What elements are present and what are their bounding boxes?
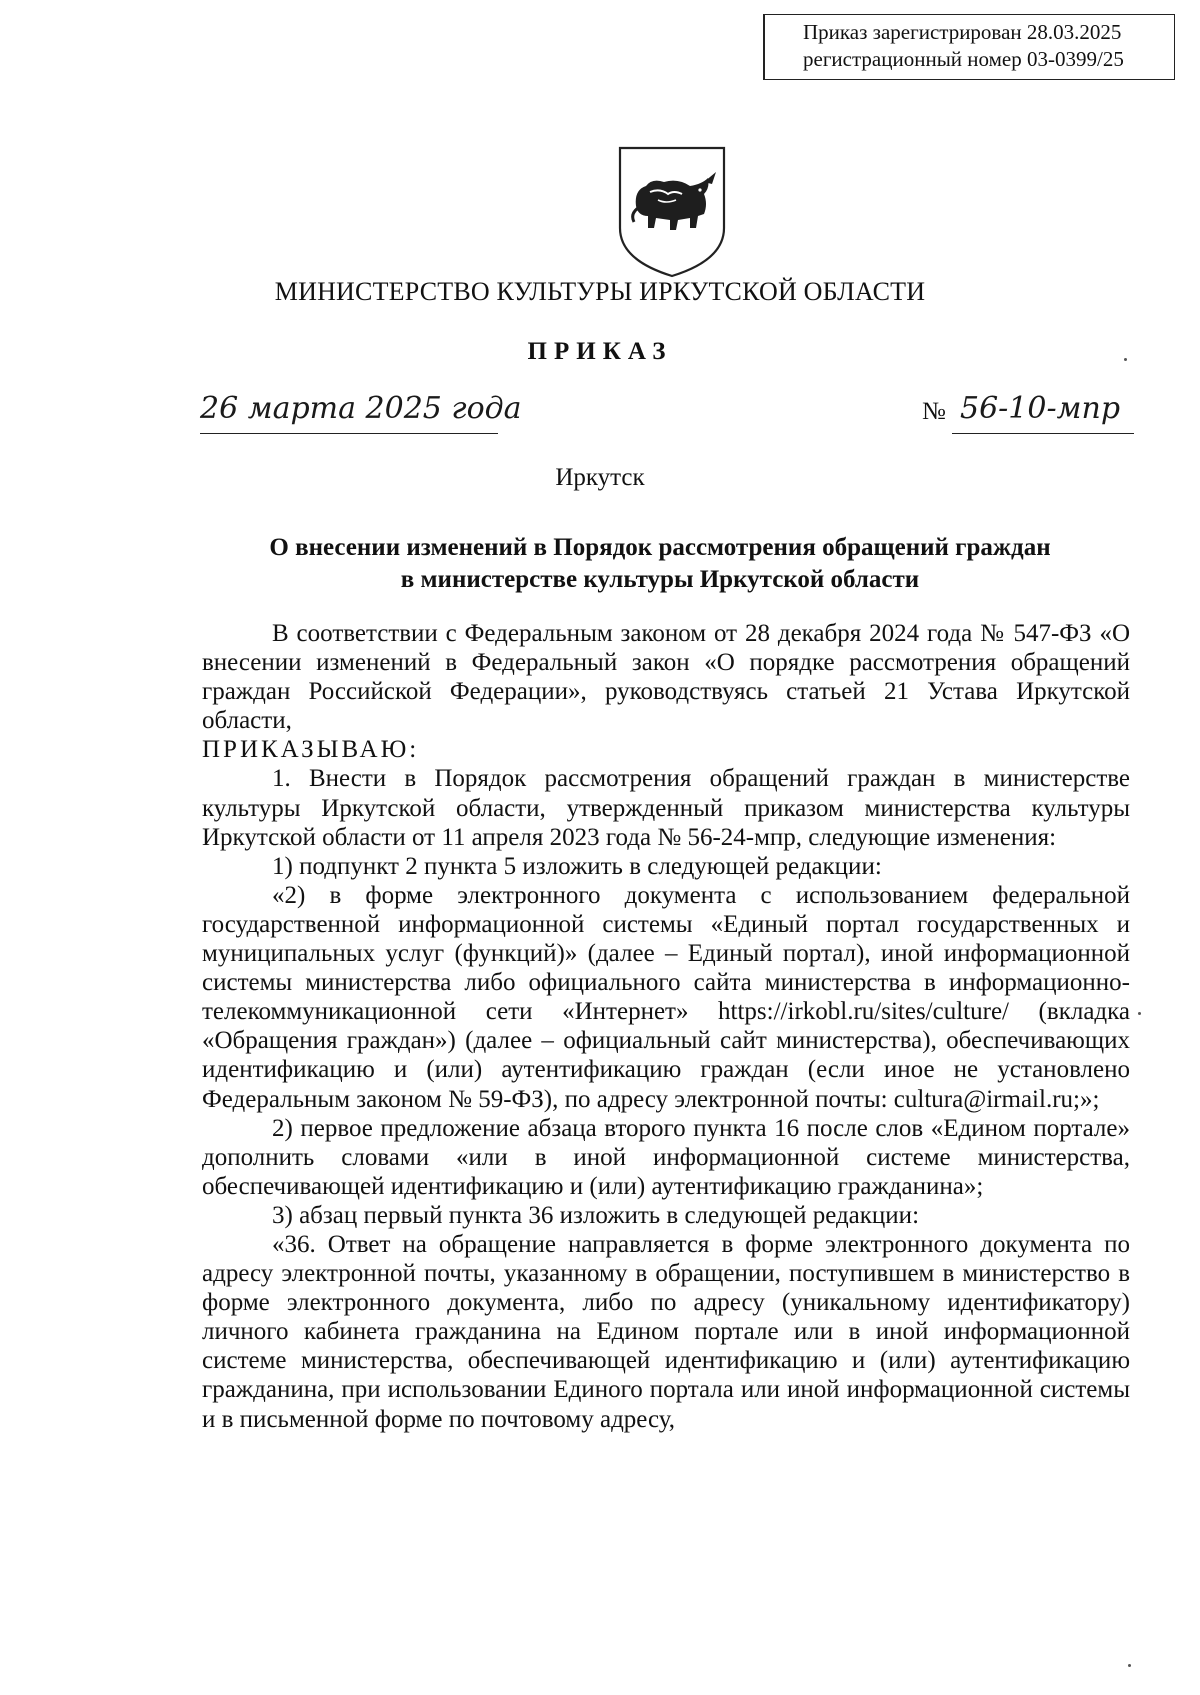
scan-speck bbox=[1138, 1012, 1141, 1015]
paragraph-1: 1. Внести в Порядок рассмотрения обращений граждан в министерстве культуры Иркутской области, утвержденный приказом министерства культуры Иркутской области от 11 апреля 2023 года № 56-24-мпр, следующие изменения: bbox=[202, 765, 1130, 851]
scan-speck bbox=[1124, 358, 1127, 361]
stamp-line-1: Приказ зарегистрирован 28.03.2025 bbox=[803, 20, 1122, 44]
ministry-name: МИНИСТЕРСТВО КУЛЬТУРЫ ИРКУТСКОЙ ОБЛАСТИ bbox=[274, 277, 926, 306]
paragraph-6: «36. Ответ на обращение направляется в форме электронного документа по адресу электронной почты, указанному в обращении, поступившем в министерство в форме электронного документа, либо по адресу (уникальному идентификатору) личного кабинета гражданина на Едином портале или в иной информационной системе министерства, обеспечивающей идентификацию и (или) аутентификацию гражданина, при использовании Единого портала или иной информационной системы и в письменной форме по почтовому адресу, bbox=[202, 1230, 1130, 1433]
registration-stamp bbox=[763, 14, 1175, 80]
document-body bbox=[202, 619, 1130, 1434]
subject-line-2: в министерстве культуры Иркутской области bbox=[400, 566, 920, 593]
paragraph-4: 2) первое предложение абзаца второго пункта 16 после слов «Едином портале» дополнить словами «или в иной информационной системе министерства, обеспечивающей идентификацию и (или) аутентификацию гражданина»; bbox=[202, 1114, 1130, 1200]
handwritten-date-text: 26 марта 2025 года bbox=[200, 391, 522, 426]
handwritten-number-text: 56-10-мпр bbox=[960, 391, 1121, 426]
date-underline bbox=[200, 433, 498, 434]
handwritten-date bbox=[198, 389, 522, 437]
scan-speck bbox=[1128, 1664, 1131, 1667]
paragraph-3: «2) в форме электронного документа с использованием федеральной государственной информационной системы «Единый портал государственных и муниципальных услуг (функций)» (далее – Единый портал), иной информационной системы министерства либо официального сайта министерства в информационно-телекоммуникационной сети «Интернет» https://irkobl.ru/sites/culture/ (вкладка «Обращения граждан») (далее – официальный сайт министерства), обеспечивающих идентификацию и (или) аутентификацию граждан (если иное не установлено Федеральным законом № 59-ФЗ), по адресу электронной почты: cultura@irmail.ru;»; bbox=[202, 881, 1130, 1113]
number-underline bbox=[952, 433, 1134, 434]
order-word: ПРИКАЗЫВАЮ: bbox=[202, 736, 420, 764]
document-subject bbox=[200, 532, 1120, 596]
irkutsk-babr-emblem-icon bbox=[612, 142, 732, 280]
stamp-line-2: регистрационный номер 03-0399/25 bbox=[803, 47, 1124, 71]
subject-line-1: О внесении изменений в Порядок рассмотрения обращений граждан bbox=[269, 534, 1051, 561]
number-label: № bbox=[922, 398, 946, 425]
preamble-paragraph: В соответствии с Федеральным законом от 28 декабря 2024 года № 547-ФЗ «О внесении изменений в Федеральный закон «О порядке рассмотрения обращений граждан Российской Федерации», руководствуясь статьей 21 Устава Иркутской области, bbox=[202, 620, 1130, 735]
city: Иркутск bbox=[555, 464, 645, 491]
paragraph-5: 3) абзац первый пункта 36 изложить в следующей редакции: bbox=[272, 1201, 920, 1229]
document-type: ПРИКАЗ bbox=[527, 338, 673, 365]
handwritten-number bbox=[958, 389, 1138, 437]
paragraph-2: 1) подпункт 2 пункта 5 изложить в следующей редакции: bbox=[272, 852, 882, 880]
